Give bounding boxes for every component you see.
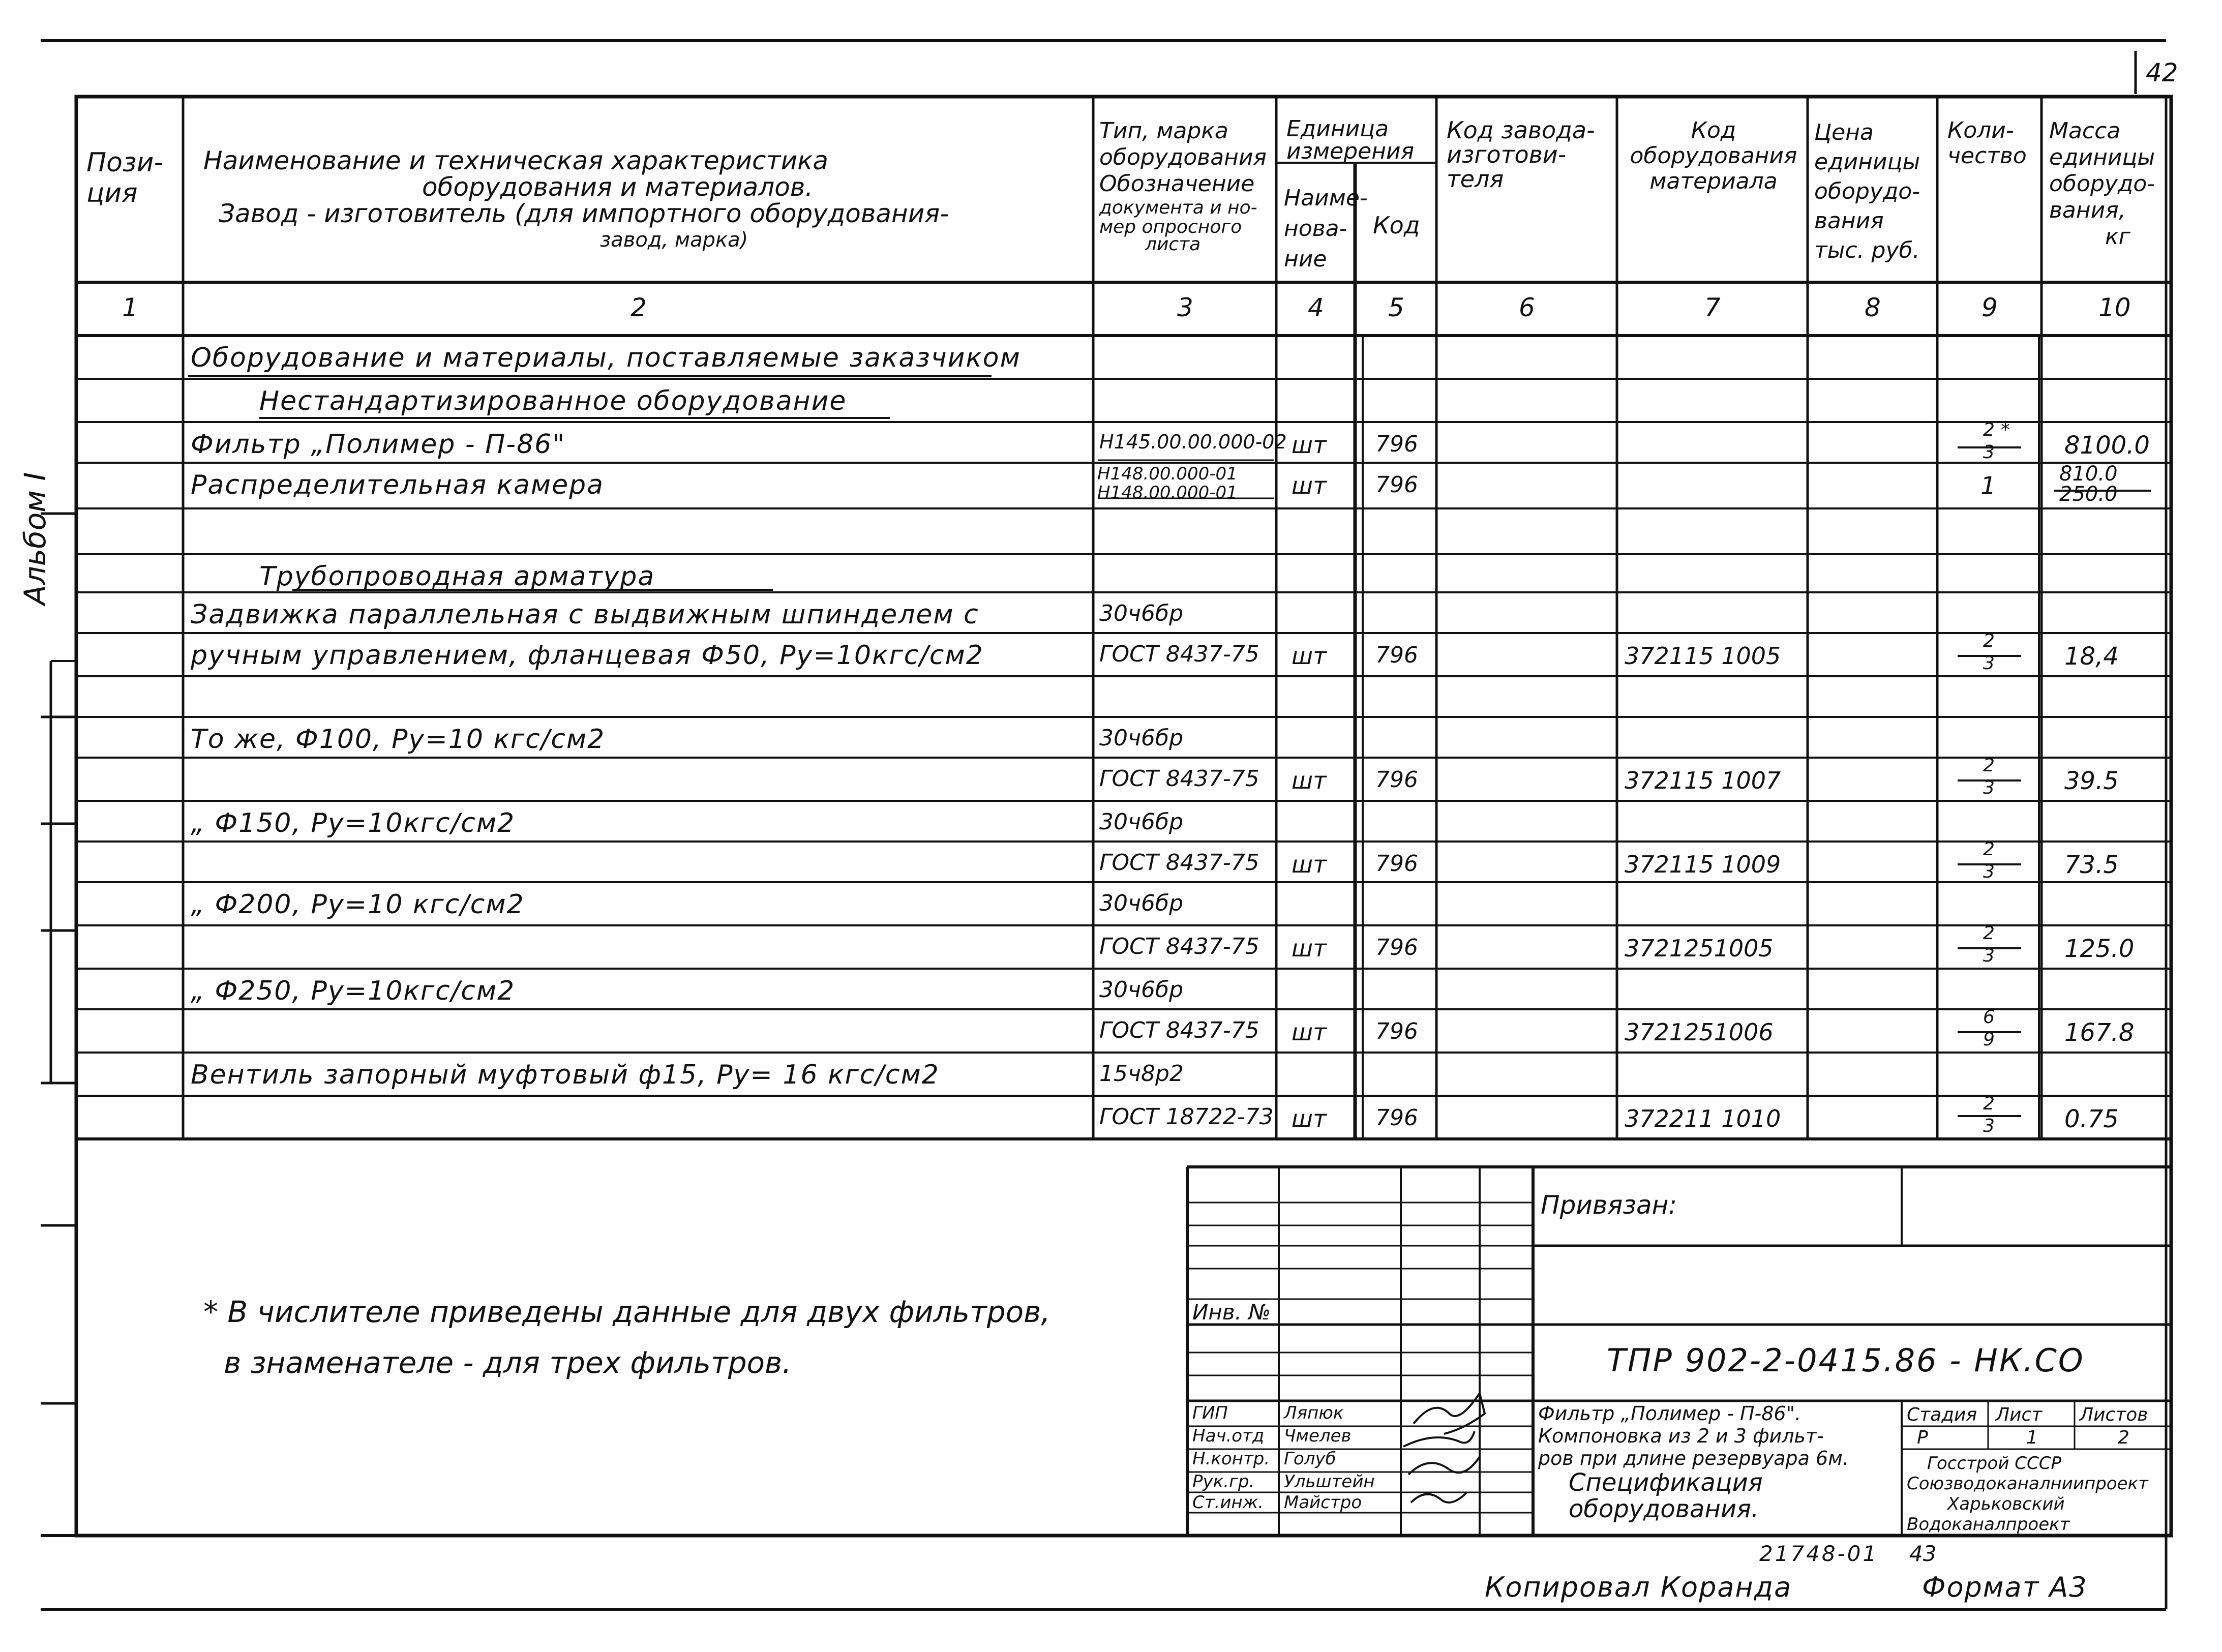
item-name: ручным управлением, фланцевая Ф50, Ру=10кгс/см2: [191, 640, 984, 671]
header-col8-line: тыс. руб.: [1814, 237, 1920, 263]
header-col6-line: изготови-: [1447, 141, 1567, 168]
stamp-description: [1538, 1402, 1849, 1522]
paper-format: Формат А3: [1922, 1571, 2088, 1603]
header-col9-line: чество: [1947, 143, 2027, 169]
column-number: 7: [1704, 293, 1721, 322]
stamp-doc-code: ТПР 902-2-0415.86 - НК.СО: [1607, 1342, 2085, 1379]
item-name: „ Ф150, Ру=10кгс/см2: [191, 808, 516, 838]
unit-mass: 39.5: [2064, 767, 2119, 795]
column-number: 8: [1865, 293, 1881, 322]
header-col3: [1099, 118, 1267, 253]
quantity-numerator: 2: [1983, 419, 1995, 440]
stamp-person-name: Майстро: [1284, 1492, 1362, 1513]
material-code: 372115 1005: [1625, 642, 1781, 670]
copied-by: Копировал Коранда: [1485, 1571, 1792, 1603]
item-designation: ГОСТ 8437-75: [1099, 934, 1259, 959]
footnote: [203, 1286, 1050, 1388]
album-label: Альбом I: [18, 472, 52, 605]
header-col6-line: теля: [1447, 165, 1504, 193]
header-col4-line: Наиме-: [1284, 185, 1368, 211]
item-designation: ГОСТ 8437-75: [1099, 766, 1259, 792]
column-number: 1: [122, 293, 138, 322]
item-name: Задвижка параллельная с выдвижным шпинделем с: [191, 599, 979, 630]
item-designation: 30ч6бр: [1099, 977, 1184, 1003]
stamp-sheet: 1: [2026, 1427, 2038, 1448]
stamp-role: ГИП: [1192, 1403, 1228, 1423]
header-col3-line: Обозначение: [1099, 171, 1255, 197]
unit-name: шт: [1292, 431, 1327, 459]
unit-mass: 0.75: [2064, 1105, 2119, 1133]
quantity-denominator: 3: [1983, 777, 1995, 798]
unit-code: 796: [1375, 472, 1418, 498]
material-code: 372211 1010: [1625, 1105, 1781, 1132]
item-name: Вентиль запорный муфтовый ф15, Ру= 16 кгс/см2: [191, 1060, 940, 1090]
stamp-org-line: Союзводоканалниипроект: [1907, 1474, 2148, 1494]
header-col6-line: Код завода-: [1447, 116, 1595, 144]
stamp-role: Ст.инж.: [1192, 1492, 1264, 1513]
stamp-person-name: Голуб: [1284, 1449, 1336, 1469]
header-col4: [1284, 183, 1368, 275]
unit-name: шт: [1292, 851, 1327, 878]
stamp-sheets-label: Листов: [2080, 1404, 2148, 1425]
stamp-stage-label: Стадия: [1907, 1404, 1977, 1425]
quantity-denominator: 3: [1983, 653, 1995, 674]
header-col3-line: Тип, марка: [1099, 118, 1228, 144]
footnote-line: * В числителе приведены данные для двух фильтров,: [203, 1295, 1050, 1329]
unit-mass: 125.0: [2064, 935, 2135, 963]
quantity-denominator: 3: [1983, 945, 1995, 966]
item-designation: 30ч6бр: [1099, 600, 1184, 626]
unit-mass: 250.0: [2059, 483, 2118, 506]
stamp-description-line: ров при длине резервуара 6м.: [1538, 1447, 1849, 1469]
item-designation: 30ч6бр: [1099, 809, 1184, 835]
item-designation: ГОСТ 18722-73: [1099, 1104, 1274, 1130]
item-name: Оборудование и материалы, поставляемые заказчиком: [191, 343, 1021, 373]
stamp-role: Рук.гр.: [1192, 1471, 1255, 1492]
header-col9: [1947, 118, 2027, 169]
item-name: „ Ф250, Ру=10кгс/см2: [191, 976, 516, 1006]
header-col10: [2049, 118, 2155, 250]
quantity: 1: [1980, 472, 1996, 500]
item-designation: 15ч8р2: [1099, 1061, 1184, 1087]
quantity-numerator: 2: [1983, 923, 1995, 944]
stamp-description-line: Фильтр „Полимер - П-86".: [1538, 1402, 1801, 1425]
header-unit-group: [1286, 118, 1414, 163]
column-number: 3: [1177, 293, 1193, 322]
header-col3-line: листа: [1145, 234, 1201, 255]
header-unit-line: Единица: [1286, 116, 1389, 142]
header-col7-line: материала: [1649, 168, 1778, 194]
quantity-denominator: 9: [1983, 1029, 1995, 1050]
item-designation: Н148.00.000-01: [1097, 483, 1238, 503]
stamp-org-line: Харьковский: [1947, 1494, 2065, 1514]
item-name: Распределительная камера: [191, 470, 604, 500]
material-code: 372115 1007: [1625, 767, 1781, 794]
quantity-numerator: 2: [1983, 839, 1995, 860]
header-col8: [1814, 118, 1920, 265]
header-col4-line: ние: [1284, 246, 1327, 272]
item-name: Трубопроводная арматура: [259, 561, 655, 592]
unit-mass: 18,4: [2064, 642, 2119, 671]
stamp-description-line: Компоновка из 2 и 3 фильт-: [1538, 1425, 1824, 1447]
stamp-person-name: Чмелев: [1284, 1426, 1352, 1446]
unit-name: шт: [1292, 472, 1327, 499]
unit-code: 796: [1375, 1018, 1418, 1044]
item-name: То же, Ф100, Ру=10 кгс/см2: [191, 724, 606, 755]
material-code: 3721251006: [1625, 1018, 1774, 1046]
quantity-numerator: 2: [1983, 1093, 1995, 1114]
stamp-privyazan: Привязан:: [1541, 1190, 1677, 1220]
material-code: 3721251005: [1625, 935, 1774, 962]
stamp-organization: [1907, 1453, 2148, 1535]
item-designation: 30ч6бр: [1099, 890, 1184, 916]
header-col7-line: оборудования: [1630, 143, 1797, 169]
stamp-sheet-label: Лист: [1996, 1404, 2043, 1425]
item-designation: ГОСТ 8437-75: [1099, 641, 1259, 667]
column-number: 2: [630, 293, 647, 322]
header-col3-line: оборудования: [1099, 144, 1267, 170]
item-designation: ГОСТ 8437-75: [1099, 1017, 1259, 1043]
unit-name: шт: [1292, 935, 1327, 962]
header-col5: Код: [1373, 212, 1420, 239]
unit-code: 796: [1375, 851, 1418, 877]
header-col8-line: единицы: [1814, 149, 1920, 175]
quantity-numerator: 2: [1983, 755, 1995, 776]
stamp-stage: Р: [1917, 1427, 1928, 1448]
unit-name: шт: [1292, 1018, 1327, 1046]
header-col8-line: вания: [1814, 208, 1884, 234]
bottom-number: 21748-01: [1759, 1541, 1879, 1566]
header-col1-line: Пози-: [86, 147, 164, 178]
header-col6: [1447, 118, 1595, 191]
unit-mass: 8100.0: [2064, 431, 2150, 460]
footnote-line: в знаменателе - для трех фильтров.: [224, 1345, 792, 1380]
item-name: Нестандартизированное оборудование: [259, 386, 847, 416]
header-col7: [1625, 118, 1803, 194]
unit-code: 796: [1375, 767, 1418, 793]
header-unit-line: измерения: [1286, 138, 1415, 164]
unit-code: 796: [1375, 642, 1418, 668]
quantity-star: *: [2001, 419, 2010, 440]
stamp-role: Нач.отд: [1192, 1426, 1265, 1446]
quantity-numerator: 2: [1983, 630, 1995, 651]
stamp-person-name: Ляпюк: [1284, 1403, 1344, 1423]
unit-name: шт: [1292, 767, 1327, 794]
header-col8-line: Цена: [1814, 119, 1874, 145]
header-col7-line: Код: [1691, 117, 1736, 143]
column-number: 10: [2098, 293, 2131, 322]
unit-name: шт: [1292, 642, 1327, 670]
stamp-org-line: Водоканалпроект: [1907, 1514, 2070, 1535]
header-col8-line: оборудо-: [1814, 178, 1920, 204]
bottom-page: 43: [1909, 1541, 1937, 1566]
column-number: 6: [1519, 293, 1535, 322]
header-col1-line: ция: [86, 178, 138, 208]
unit-code: 796: [1375, 935, 1418, 960]
unit-mass: 810.0: [2059, 462, 2118, 486]
column-number: 9: [1981, 293, 1998, 322]
quantity-denominator: 3: [1983, 442, 1995, 463]
quantity-denominator: 3: [1983, 1116, 1995, 1136]
column-number: 4: [1308, 293, 1324, 322]
stamp-description-line: оборудования.: [1569, 1495, 1759, 1523]
unit-name: шт: [1292, 1105, 1327, 1132]
header-col4-line: нова-: [1284, 216, 1347, 242]
material-code: 372115 1009: [1625, 851, 1781, 878]
header-col2-line: Завод - изготовитель (для импортного оборудования-: [219, 199, 949, 228]
stamp-sheets: 2: [2118, 1427, 2129, 1448]
item-name: Фильтр „Полимер - П-86": [191, 429, 566, 460]
header-col10-line: Масса: [2049, 118, 2121, 144]
unit-mass: 73.5: [2064, 851, 2119, 879]
header-col3-line: мер опросного: [1099, 217, 1242, 237]
header-col2-line: завод, марка): [600, 228, 748, 252]
header-col2-line: оборудования и материалов.: [422, 172, 814, 202]
stamp-description-line: Спецификация: [1569, 1468, 1763, 1497]
header-col10-line: кг: [2105, 224, 2130, 250]
stamp-inv-no: Инв. №: [1192, 1300, 1271, 1325]
header-col3-line: документа и но-: [1099, 197, 1257, 218]
header-col1: [86, 147, 163, 208]
header-col10-line: оборудо-: [2049, 171, 2155, 197]
column-number: 5: [1388, 293, 1404, 322]
header-col10-line: вания,: [2049, 197, 2126, 223]
stamp-org-line: Госстрой СССР: [1927, 1453, 2061, 1474]
unit-mass: 167.8: [2064, 1018, 2135, 1047]
header-col9-line: Коли-: [1947, 117, 2014, 143]
quantity-numerator: 6: [1983, 1007, 1995, 1028]
stamp-role: Н.контр.: [1192, 1449, 1270, 1469]
unit-code: 796: [1375, 1105, 1418, 1131]
item-designation: 30ч6бр: [1099, 725, 1184, 751]
header-col2: [203, 147, 1078, 253]
stamp-person-name: Ульштейн: [1284, 1471, 1375, 1492]
unit-code: 796: [1375, 431, 1418, 457]
page-number: 42: [2146, 58, 2178, 87]
item-name: „ Ф200, Ру=10 кгс/см2: [191, 889, 525, 920]
header-col10-line: единицы: [2049, 144, 2155, 170]
header-col2-line: Наименование и техническая характеристика: [203, 146, 828, 175]
quantity-denominator: 3: [1983, 861, 1995, 882]
item-designation: Н148.00.000-01: [1097, 464, 1238, 484]
item-designation: ГОСТ 8437-75: [1099, 850, 1259, 876]
item-designation: Н145.00.00.000-02: [1099, 431, 1287, 453]
